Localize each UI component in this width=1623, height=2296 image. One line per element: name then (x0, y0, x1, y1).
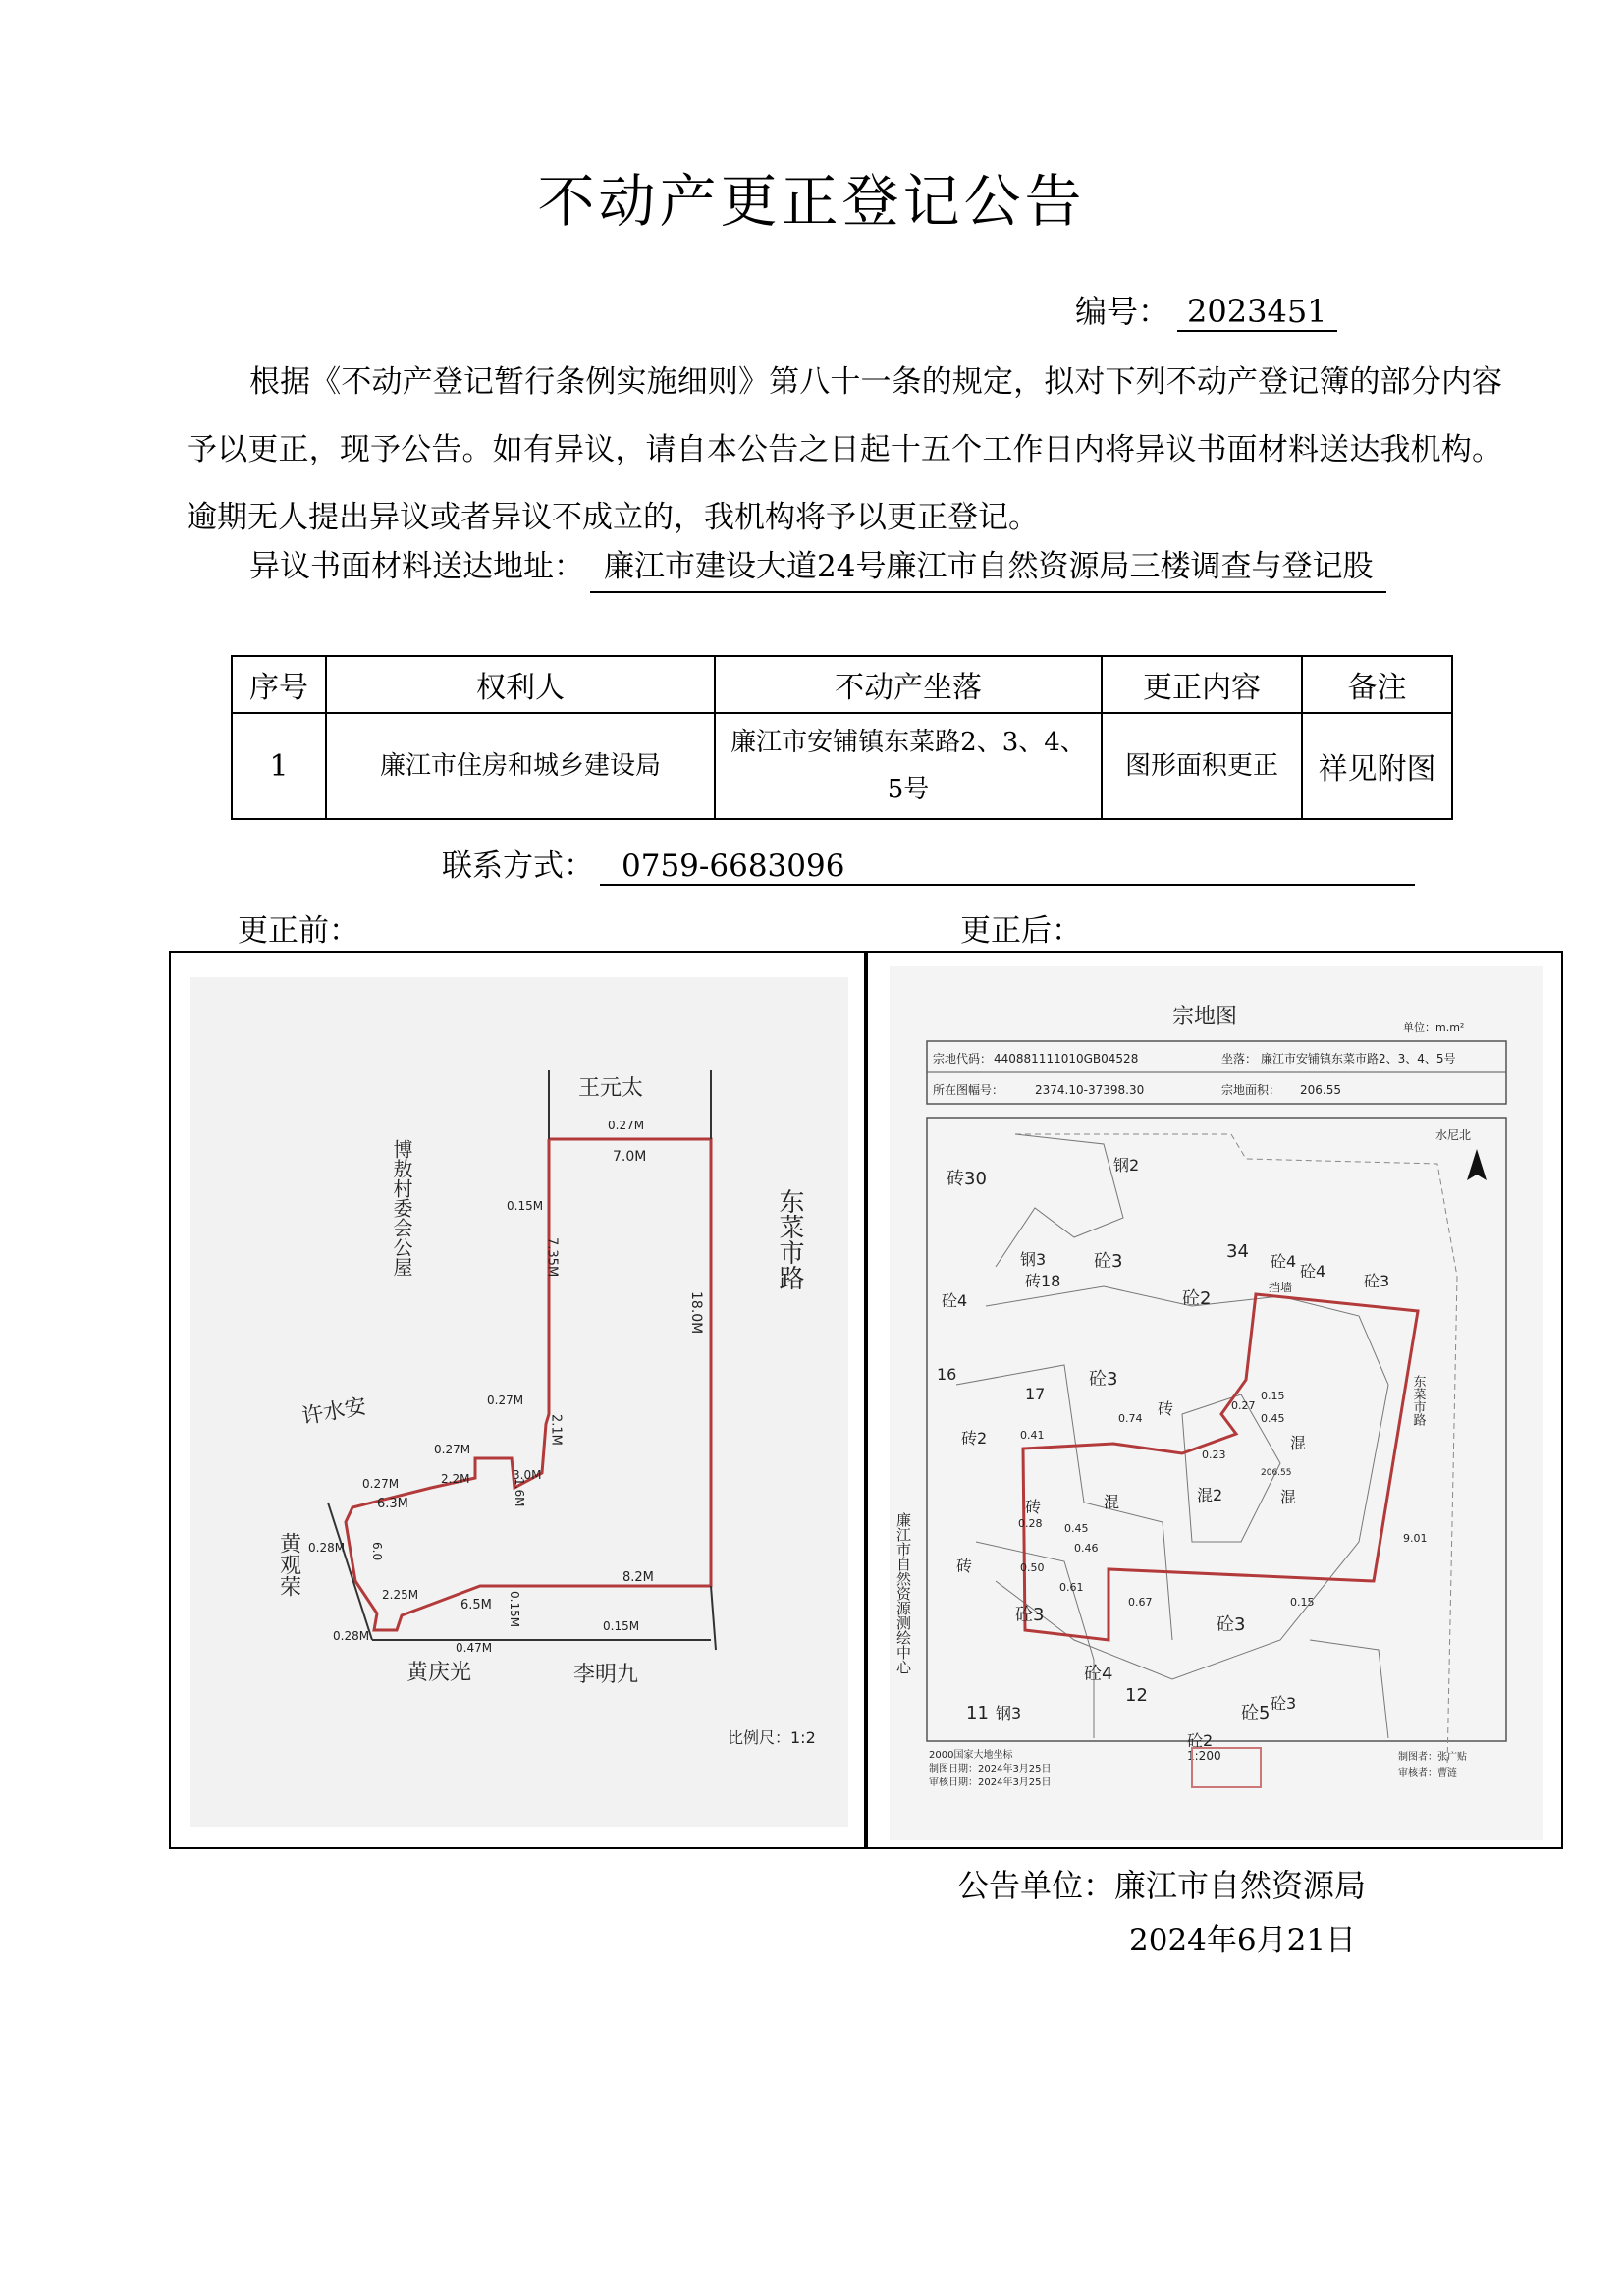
north-arrow-icon (1467, 1149, 1487, 1180)
cell-remark: 祥见附图 (1302, 713, 1452, 819)
building-lines-6 (1310, 1640, 1388, 1738)
map-label-32: 砼3 (1364, 1272, 1390, 1290)
doc-number-value: 2023451 (1177, 293, 1337, 332)
map-label-28: 砼5 (1241, 1703, 1271, 1723)
map-measure-2: 0.45 (1261, 1412, 1285, 1425)
map-measure-1: 0.15 (1261, 1390, 1285, 1402)
map-label-31: 砼4 (1271, 1252, 1297, 1271)
cell-location: 廉江市安铺镇东菜路2、3、4、5号 (715, 713, 1102, 819)
map-sheet: 2374.10-37398.30 (1035, 1083, 1145, 1097)
neighbor-village-office: 博敖村委会公屋 (390, 1139, 413, 1277)
map-area-label: 宗地面积： (1221, 1083, 1281, 1097)
map-label-14: 砖 (1158, 1399, 1174, 1418)
map-measure-4: 206.55 (1261, 1468, 1292, 1478)
header-content: 更正内容 (1102, 656, 1302, 713)
issue-date: 2024年6月21日 (1129, 1923, 1357, 1958)
map-measure-15: 0.27 (1231, 1399, 1256, 1412)
boundary-line-south-east (711, 1586, 716, 1650)
map-measure-3: 0.23 (1202, 1449, 1226, 1461)
issuer (957, 1861, 1366, 1906)
body-paragraph: 根据《不动产登记暂行条例实施细则》第八十一条的规定，拟对下列不动产登记簿的部分内容予以更正，现予公告。如有异议，请自本公告之日起十五个工作日内将异议书面材料送达我机构。逾期无人提出异议或者异议不成立的，我机构将予以更正登记。 (187, 364, 1502, 535)
map-label-13: 砖2 (961, 1429, 988, 1448)
map-measure-8: 0.45 (1064, 1522, 1089, 1535)
dim-10: 1.6M (513, 1478, 526, 1507)
map-measure-5: 0.74 (1118, 1412, 1143, 1425)
map-measure-6: 0.41 (1020, 1429, 1045, 1442)
building-lines-1 (996, 1134, 1123, 1267)
map-label-22: 砼3 (1217, 1614, 1246, 1635)
sketch-before-drawing (171, 953, 864, 1847)
map-label-8: 砖18 (1025, 1272, 1061, 1290)
dim-13: 6.3M (377, 1497, 408, 1511)
dim-19: 6.5M (460, 1598, 492, 1613)
map-footer-3: 审核日期：2024年3月25日 (929, 1777, 1052, 1788)
cell-no: 1 (232, 713, 326, 819)
map-label-4: 砼3 (1094, 1251, 1123, 1272)
map-measure-13: 0.15 (1290, 1596, 1315, 1609)
page-title: 不动产更正登记公告 (537, 168, 1086, 235)
map-measure-9: 0.46 (1074, 1542, 1099, 1555)
dim-15: 6.0 (370, 1542, 384, 1561)
map-measure-10: 0.50 (1020, 1561, 1045, 1574)
map-footer-1: 2000国家大地坐标 (929, 1750, 1013, 1761)
objection-address-value: 廉江市建设大道24号廉江市自然资源局三楼调查与登记股 (590, 542, 1386, 593)
dim-7: 18.0M (688, 1291, 704, 1335)
map-label-26: 钢3 (996, 1704, 1022, 1722)
map-footer-4: 制图者：张广贴 (1398, 1752, 1467, 1763)
map-label-25: 11 (966, 1703, 989, 1723)
doc-number-label: 编号： (1075, 293, 1170, 330)
dim-8: 0.27M (434, 1443, 471, 1456)
neighbor-road: 东菜市路 (775, 1188, 804, 1290)
map-label-1: 砖30 (947, 1169, 987, 1189)
neighbor-south: 李明九 (573, 1663, 639, 1687)
neighbor-south-west: 黄庆光 (406, 1661, 472, 1685)
map-measure-14: 9.01 (1403, 1532, 1428, 1545)
dim-18: 0.47M (456, 1641, 493, 1655)
map-measure-12: 0.67 (1128, 1596, 1153, 1609)
cell-content: 图形面积更正 (1102, 713, 1302, 819)
map-dashed-boundary (1015, 1134, 1457, 1768)
map-label-11: 砼3 (1089, 1369, 1118, 1390)
map-sheet-label: 所在图幅号： (933, 1083, 1004, 1097)
sketch-scale: 比例尺：1:2 (728, 1728, 816, 1747)
dim-17: 0.28M (333, 1629, 370, 1643)
map-title: 宗地图 (1172, 1005, 1238, 1029)
contact (442, 841, 1415, 886)
issuer-name: 廉江市自然资源局 (1114, 1867, 1367, 1904)
dim-21: 8.2M (622, 1570, 654, 1585)
dim-20: 0.15M (508, 1591, 521, 1628)
map-label-29: 砼3 (1271, 1694, 1297, 1713)
header-owner: 权利人 (326, 656, 715, 713)
map-label-15: 砖 (1025, 1498, 1042, 1516)
parcel-map-drawing (868, 953, 1561, 1847)
map-area: 206.55 (1300, 1083, 1341, 1097)
map-footer-2: 制图日期：2024年3月25日 (929, 1764, 1052, 1775)
map-label-3: 34 (1226, 1241, 1249, 1262)
map-label-20: 砖 (956, 1557, 973, 1575)
map-frame (927, 1118, 1506, 1741)
objection-address-label: 异议书面材料送达地址： (249, 549, 584, 584)
dim-16: 2.25M (382, 1588, 419, 1602)
after-label: 更正后： (960, 913, 1082, 949)
objection-address (249, 542, 1386, 593)
map-label-10: 16 (937, 1365, 957, 1384)
sketch-before-frame (169, 951, 866, 1849)
map-label-16: 混 (1104, 1493, 1120, 1511)
map-label-23: 砼4 (1084, 1664, 1113, 1684)
map-label-17: 混2 (1197, 1486, 1223, 1504)
map-code-label: 宗地代码： (933, 1052, 993, 1066)
map-unit: 单位：m.m² (1403, 1021, 1465, 1034)
dim-12: 0.27M (362, 1477, 400, 1491)
map-measure-7: 0.28 (1018, 1517, 1043, 1530)
neighbor-west: 黄观荣 (276, 1532, 301, 1597)
contact-value: 0759-6683096 (600, 848, 1415, 886)
issuer-label: 公告单位： (957, 1867, 1115, 1904)
north-note: 水尼 (1435, 1128, 1460, 1142)
map-label-27: 砼2 (1187, 1731, 1214, 1750)
dim-9: 3.0M (513, 1468, 542, 1482)
doc-number (1075, 287, 1337, 332)
map-road-label: 东菜市路 (1410, 1375, 1426, 1426)
neighbor-west-north: 许水安 (299, 1394, 369, 1430)
before-label: 更正前： (238, 913, 359, 949)
map-scale: 1:200 (1187, 1749, 1221, 1763)
map-label-5: 砼4 (1300, 1262, 1326, 1281)
north-label: 北 (1459, 1128, 1472, 1142)
contact-label: 联系方式： (442, 848, 594, 884)
header-no: 序号 (232, 656, 326, 713)
table-header-row (232, 656, 1452, 713)
dim-3: 0.15M (507, 1199, 544, 1213)
dim-6: 2.1M (548, 1414, 564, 1446)
map-label-7: 砼4 (942, 1291, 968, 1310)
parcel-map-frame (866, 951, 1563, 1849)
boundary-line-west (328, 1503, 372, 1640)
map-label-24: 12 (1125, 1685, 1148, 1706)
header-remark: 备注 (1302, 656, 1452, 713)
map-side-text: 廉江市自然资源测绘中心 (894, 1512, 912, 1674)
dim-11: 2.2M (441, 1472, 470, 1486)
dim-2: 7.0M (613, 1149, 647, 1165)
cell-owner: 廉江市住房和城乡建设局 (326, 713, 715, 819)
table-row (232, 713, 1452, 819)
dim-1: 0.27M (608, 1119, 645, 1132)
header-location: 不动产坐落 (715, 656, 1102, 713)
dim-4: 7.35M (544, 1237, 560, 1278)
map-label-9: 钢3 (1020, 1250, 1047, 1269)
map-label-18: 混 (1290, 1434, 1307, 1452)
map-label-12: 17 (1025, 1385, 1046, 1403)
neighbor-north: 王元太 (578, 1076, 644, 1101)
map-location-label: 坐落： (1221, 1052, 1258, 1066)
dim-22: 0.15M (603, 1619, 640, 1633)
map-label-21: 砼3 (1015, 1605, 1045, 1625)
dim-14: 0.28M (308, 1541, 346, 1555)
map-footer-5: 审核者：曹涟 (1398, 1768, 1457, 1778)
map-measure-11: 0.61 (1059, 1581, 1084, 1594)
map-label-30: 挡墙 (1269, 1281, 1293, 1294)
map-label-6: 砼2 (1182, 1288, 1212, 1309)
map-location: 廉江市安铺镇东菜市路2、3、4、5号 (1261, 1052, 1456, 1066)
dim-5: 0.27M (487, 1394, 524, 1407)
record-table (231, 655, 1453, 820)
map-label-2: 钢2 (1113, 1156, 1140, 1175)
map-label-19: 混 (1280, 1488, 1297, 1506)
map-code: 440881111010GB04528 (994, 1052, 1139, 1066)
